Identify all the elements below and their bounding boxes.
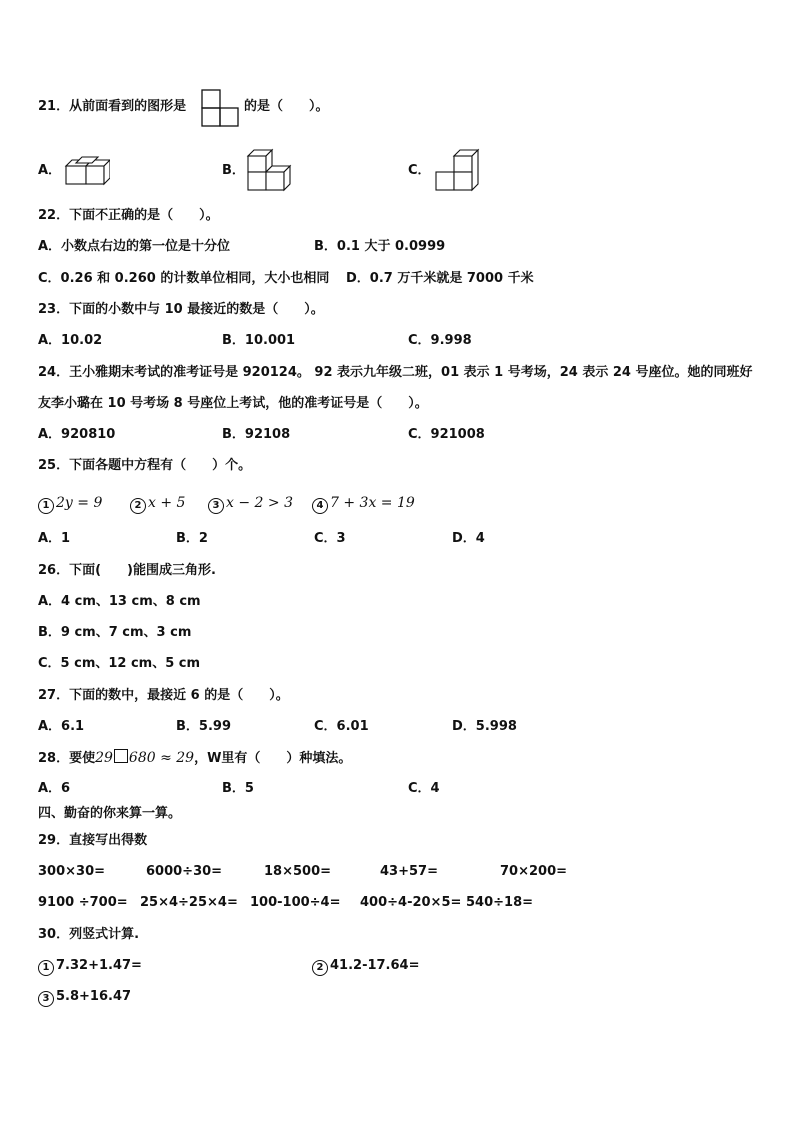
q28-option-a[interactable]: A．6 (38, 781, 71, 796)
q29-stem: 29．直接写出得数 (38, 833, 148, 848)
q21-option-b-label[interactable]: B． (222, 163, 245, 178)
q29-row1-item1: 300×30= (38, 864, 106, 879)
circled-number-icon: 1 (38, 960, 54, 976)
q21-stem-before: 21．从前面看到的图形是 (38, 99, 187, 114)
circled-number-icon: 4 (312, 498, 328, 514)
q27-option-a[interactable]: A．6.1 (38, 719, 85, 734)
circled-number-icon: 2 (312, 960, 328, 976)
q25-item-3 (208, 494, 293, 514)
q28-stem-after: ，W里有（ ）种填法。 (194, 751, 352, 766)
q29-row1-item3: 18×500= (264, 864, 332, 879)
q22-stem: 22．下面不正确的是（ ）。 (38, 208, 219, 223)
q29-row2-item1: 9100 ÷700= (38, 895, 128, 910)
q21-stem-after: 的是（ ）。 (244, 99, 329, 114)
q25-option-a[interactable]: A．1 (38, 531, 71, 546)
q24-stem-line2: 友李小璐在 10 号考场 8 号座位上考试，他的准考证号是（ ）。 (38, 396, 428, 411)
q25-item-3-expr: x − 2 > 3 (226, 495, 293, 511)
q30-item-2 (312, 957, 419, 976)
q29-row2-item5: 540÷18= (466, 895, 534, 910)
q25-option-c[interactable]: C．3 (314, 531, 346, 546)
q30-stem: 30．列竖式计算. (38, 927, 140, 942)
q23-option-c[interactable]: C．9.998 (408, 333, 472, 348)
q25-stem: 25．下面各题中方程有（ ）个。 (38, 458, 252, 473)
circled-number-icon: 3 (38, 991, 54, 1007)
q26-option-a[interactable]: A．4 cm、13 cm、8 cm (38, 594, 201, 609)
section4-title: 四、勤奋的你来算一算。 (38, 806, 182, 821)
q29-row1-item2: 6000÷30= (146, 864, 223, 879)
q25-item-2 (130, 494, 185, 514)
q24-option-c[interactable]: C．921008 (408, 427, 485, 442)
q29-row2-item4: 400÷4-20×5= (360, 895, 462, 910)
blank-box-icon[interactable] (114, 749, 128, 763)
q29-row2-item2: 25×4÷25×4= (140, 895, 238, 910)
q30-item-3-expr: 5.8+16.47 (56, 989, 132, 1004)
q24-option-a[interactable]: A．920810 (38, 427, 116, 442)
q22-option-b[interactable]: B．0.1 大于 0.0999 (314, 239, 446, 254)
q25-item-1 (38, 494, 102, 514)
q29-row2-item3: 100-100÷4= (250, 895, 341, 910)
q21-option-a-figure[interactable] (62, 154, 110, 188)
q27-stem: 27．下面的数中，最接近 6 的是（ ）。 (38, 688, 289, 703)
q29-row1-item4: 43+57= (380, 864, 438, 879)
q21-option-a-label[interactable]: A． (38, 163, 62, 178)
q21-option-c-figure[interactable] (434, 148, 480, 192)
q27-option-b[interactable]: B．5.99 (176, 719, 231, 734)
q22-option-a[interactable]: A．小数点右边的第一位是十分位 (38, 239, 231, 254)
q22-option-c[interactable]: C．0.26 和 0.260 的计数单位相同，大小也相同 (38, 271, 330, 286)
q21-front-view-figure (200, 88, 242, 128)
q30-item-1 (38, 957, 142, 976)
q25-option-b[interactable]: B．2 (176, 531, 208, 546)
q25-item-4 (312, 494, 415, 514)
q28-stem-before: 28．要使 (38, 751, 96, 766)
q23-option-b[interactable]: B．10.001 (222, 333, 296, 348)
q27-option-d[interactable]: D．5.998 (452, 719, 517, 734)
q21-option-c-label[interactable]: C． (408, 163, 431, 178)
q30-item-2-expr: 41.2-17.64= (330, 958, 420, 973)
q30-item-1-expr: 7.32+1.47= (56, 958, 142, 973)
q26-option-c[interactable]: C．5 cm、12 cm、5 cm (38, 656, 201, 671)
q30-item-3 (38, 988, 131, 1007)
q25-item-2-expr: x + 5 (148, 495, 186, 511)
q28-stem (38, 749, 351, 768)
q23-option-a[interactable]: A．10.02 (38, 333, 103, 348)
q27-option-c[interactable]: C．6.01 (314, 719, 369, 734)
q24-stem-line1: 24．王小雅期末考试的准考证号是 920124。 92 表示九年级二班，01 表示 1 号考场，24 表示 24 号座位。她的同班好 (38, 365, 753, 380)
circled-number-icon: 2 (130, 498, 146, 514)
q26-option-b[interactable]: B．9 cm、7 cm、3 cm (38, 625, 192, 640)
q23-stem: 23．下面的小数中与 10 最接近的数是（ ）。 (38, 302, 324, 317)
q28-option-c[interactable]: C．4 (408, 781, 440, 796)
circled-number-icon: 3 (208, 498, 224, 514)
q22-option-d[interactable]: D．0.7 万千米就是 7000 千米 (346, 271, 534, 286)
q24-option-b[interactable]: B．92108 (222, 427, 291, 442)
q28-expr-b: 680 ≈ 29 (128, 750, 195, 766)
q28-expr-a: 29 (95, 750, 113, 766)
q29-row1-item5: 70×200= (500, 864, 568, 879)
q21-option-b-figure[interactable] (246, 148, 294, 192)
q28-option-b[interactable]: B．5 (222, 781, 254, 796)
q26-stem: 26．下面( )能围成三角形. (38, 563, 216, 578)
q25-option-d[interactable]: D．4 (452, 531, 485, 546)
q25-item-1-expr: 2y = 9 (56, 495, 103, 511)
q25-item-4-expr: 7 + 3x = 19 (330, 495, 415, 511)
circled-number-icon: 1 (38, 498, 54, 514)
